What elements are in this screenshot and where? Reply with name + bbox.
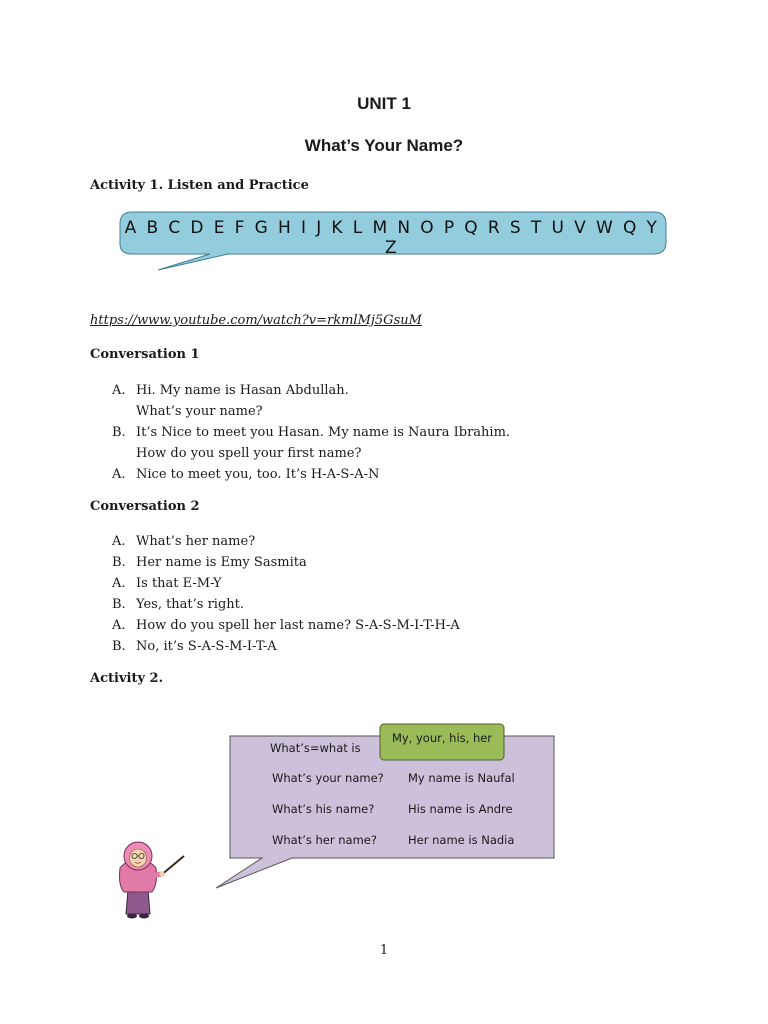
possessive-tag: My, your, his, her (391, 731, 493, 745)
dialogue-text: What’s your name? (136, 404, 263, 419)
page-number: 1 (379, 943, 389, 958)
dialogue-line (112, 615, 460, 636)
dialogue-line (112, 531, 460, 552)
conversation1-heading: Conversation 1 (90, 347, 200, 362)
dialogue-text: Yes, that’s right. (136, 597, 245, 612)
dialogue-line (112, 552, 460, 573)
speaker-marker: A. (112, 534, 126, 549)
dialogue-line (112, 636, 460, 657)
unit-heading: UNIT 1 (357, 94, 411, 113)
page-title: What’s Your Name? (304, 136, 464, 155)
dialogue-text: No, it’s S-A-S-M-I-T-A (136, 639, 277, 654)
activity2-heading: Activity 2. (90, 671, 164, 686)
dialogue-text: How do you spell her last name? S-A-S-M-I-T-H-A (136, 618, 460, 633)
speaker-marker: A. (112, 467, 126, 482)
speaker-marker: A. (112, 618, 126, 633)
dialogue-line (112, 422, 510, 443)
conversation1-list (112, 380, 510, 485)
conversation2-heading: Conversation 2 (90, 499, 200, 514)
answer-text: My name is Naufal (408, 771, 515, 785)
dialogue-line (112, 464, 510, 485)
speaker-marker: B. (112, 425, 126, 440)
question-text: What’s his name? (272, 802, 375, 816)
dialogue-line (112, 401, 510, 422)
dialogue-text: Nice to meet you, too. It’s H-A-S-A-N (136, 467, 380, 482)
conversation2-list (112, 531, 460, 657)
contraction-note: What’s=what is (270, 741, 361, 755)
dialogue-text: It’s Nice to meet you Hasan. My name is Naura Ibrahim. (136, 425, 511, 440)
speaker-marker: B. (112, 639, 126, 654)
speaker-marker: B. (112, 555, 126, 570)
dialogue-line (112, 573, 460, 594)
dialogue-text: Her name is Emy Sasmita (136, 555, 307, 570)
answer-text: His name is Andre (408, 802, 513, 816)
dialogue-line (112, 594, 460, 615)
question-text: What’s her name? (272, 833, 377, 847)
alphabet-text: A B C D E F G H I J K L M N O P Q R S T U V W Q Y Z (124, 218, 660, 258)
speaker-marker: A. (112, 383, 126, 398)
question-text: What’s your name? (272, 771, 384, 785)
activity1-heading: Activity 1. Listen and Practice (90, 178, 309, 193)
speaker-marker: B. (112, 597, 126, 612)
dialogue-text: What’s her name? (136, 534, 256, 549)
answer-text: Her name is Nadia (408, 833, 515, 847)
dialogue-text: How do you spell your first name? (136, 446, 362, 461)
dialogue-text: Hi. My name is Hasan Abdullah. (136, 383, 349, 398)
dialogue-line (112, 443, 510, 464)
youtube-link[interactable]: https://www.youtube.com/watch?v=rkmlMj5GsuM (90, 313, 422, 328)
speaker-marker: A. (112, 576, 126, 591)
dialogue-line (112, 380, 510, 401)
teacher-illustration (110, 838, 190, 922)
dialogue-text: Is that E-M-Y (136, 576, 222, 591)
